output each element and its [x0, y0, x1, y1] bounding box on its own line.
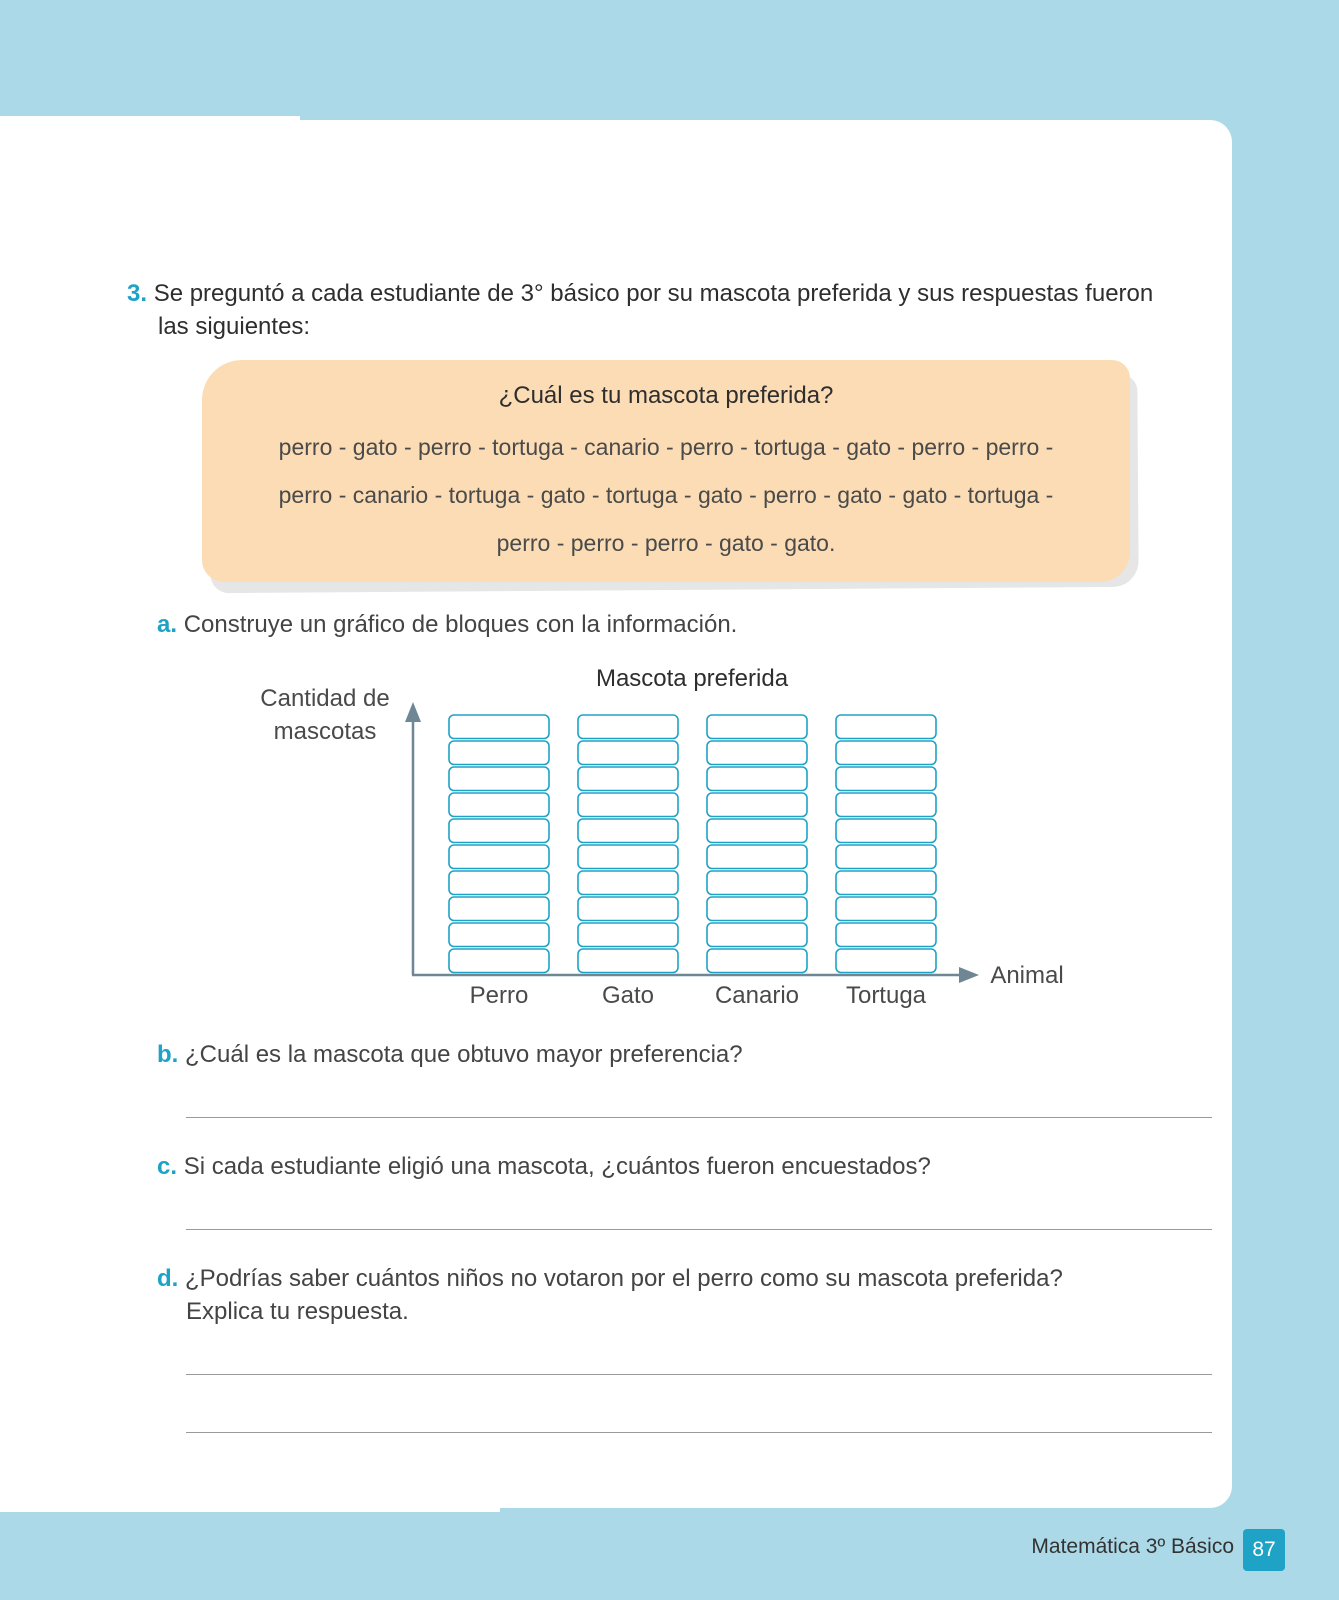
block-perro-9[interactable] [449, 741, 549, 765]
block-perro-1[interactable] [449, 949, 549, 973]
block-canario-6[interactable] [707, 819, 807, 843]
block-tortuga-3[interactable] [836, 897, 936, 921]
block-tortuga-7[interactable] [836, 793, 936, 817]
block-canario-7[interactable] [707, 793, 807, 817]
part-c-letter: c. [157, 1153, 178, 1180]
survey-line-2: perro - canario - tortuga - gato - tortuga - gato - perro - gato - gato - tortuga - [278, 482, 1054, 508]
block-canario-4[interactable] [707, 871, 807, 895]
footer-book-title: Matemática 3º Básico [1031, 1535, 1234, 1558]
question-3-text: Se preguntó a cada estudiante de 3° básico por su mascota preferida y sus respuestas fueron [153, 280, 1154, 307]
block-gato-6[interactable] [578, 819, 678, 843]
part-a-text: Construye un gráfico de bloques con la información. [183, 611, 738, 638]
answer-line-b[interactable] [186, 1117, 1212, 1118]
answer-line-d2[interactable] [186, 1432, 1212, 1433]
block-canario-5[interactable] [707, 845, 807, 869]
block-gato-10[interactable] [578, 715, 678, 739]
block-gato-8[interactable] [578, 767, 678, 791]
y-axis-label-line2: mascotas [273, 718, 377, 745]
block-tortuga-2[interactable] [836, 923, 936, 947]
block-perro-5[interactable] [449, 845, 549, 869]
part-d-line2: Explica tu respuesta. [186, 1298, 409, 1325]
block-perro-10[interactable] [449, 715, 549, 739]
part-b-text: ¿Cuál es la mascota que obtuvo mayor preferencia? [185, 1041, 743, 1068]
block-tortuga-9[interactable] [836, 741, 936, 765]
block-gato-3[interactable] [578, 897, 678, 921]
category-label-canario: Canario [714, 982, 800, 1009]
block-perro-3[interactable] [449, 897, 549, 921]
x-axis-label: Animal [990, 962, 1064, 989]
y-axis-label-line1: Cantidad de [260, 685, 390, 712]
block-gato-2[interactable] [578, 923, 678, 947]
block-canario-2[interactable] [707, 923, 807, 947]
block-gato-5[interactable] [578, 845, 678, 869]
part-b [157, 1038, 743, 1071]
block-tortuga-10[interactable] [836, 715, 936, 739]
question-number: 3. [127, 280, 148, 307]
category-label-tortuga: Tortuga [845, 982, 927, 1009]
block-canario-8[interactable] [707, 767, 807, 791]
block-gato-9[interactable] [578, 741, 678, 765]
survey-title: ¿Cuál es tu mascota preferida? [498, 382, 834, 409]
block-perro-6[interactable] [449, 819, 549, 843]
chart-title: Mascota preferida [595, 665, 789, 692]
block-tortuga-5[interactable] [836, 845, 936, 869]
block-tortuga-1[interactable] [836, 949, 936, 973]
block-tortuga-4[interactable] [836, 871, 936, 895]
question-3-line2: las siguientes: [158, 313, 311, 340]
block-gato-4[interactable] [578, 871, 678, 895]
part-d-text: ¿Podrías saber cuántos niños no votaron por el perro como su mascota preferida? [185, 1265, 1063, 1292]
block-canario-10[interactable] [707, 715, 807, 739]
block-gato-1[interactable] [578, 949, 678, 973]
block-perro-2[interactable] [449, 923, 549, 947]
block-tortuga-6[interactable] [836, 819, 936, 843]
block-gato-7[interactable] [578, 793, 678, 817]
block-perro-8[interactable] [449, 767, 549, 791]
part-c-text: Si cada estudiante eligió una mascota, ¿cuántos fueron encuestados? [183, 1153, 931, 1180]
part-d-letter: d. [157, 1265, 179, 1292]
block-canario-9[interactable] [707, 741, 807, 765]
category-label-gato: Gato [601, 982, 655, 1009]
part-c [157, 1150, 931, 1183]
block-perro-4[interactable] [449, 871, 549, 895]
block-perro-7[interactable] [449, 793, 549, 817]
block-tortuga-8[interactable] [836, 767, 936, 791]
category-label-perro: Perro [469, 982, 529, 1009]
answer-line-d1[interactable] [186, 1374, 1212, 1375]
block-canario-3[interactable] [707, 897, 807, 921]
part-b-letter: b. [157, 1041, 179, 1068]
part-d [157, 1262, 1063, 1295]
answer-line-c[interactable] [186, 1229, 1212, 1230]
survey-line-1: perro - gato - perro - tortuga - canario - perro - tortuga - gato - perro - perro - [278, 434, 1054, 460]
block-canario-1[interactable] [707, 949, 807, 973]
survey-line-3: perro - perro - perro - gato - gato. [496, 530, 836, 556]
part-a-letter: a. [157, 611, 178, 638]
page-number: 87 [1243, 1529, 1285, 1571]
